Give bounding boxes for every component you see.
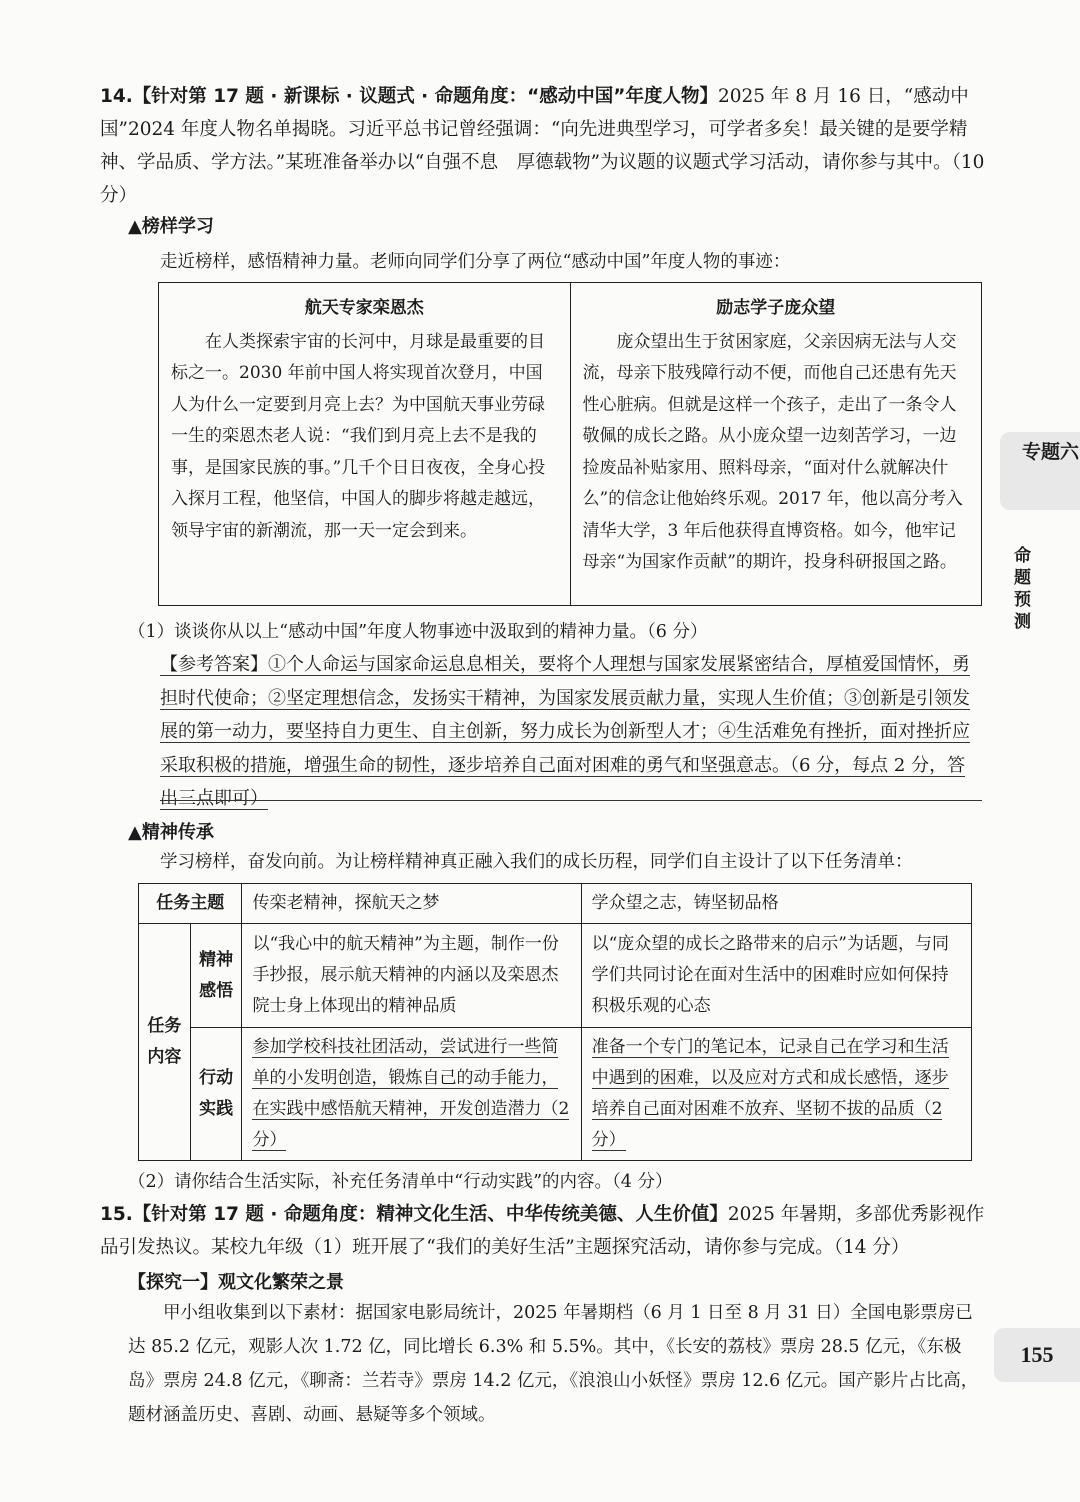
header-spirit: 精神感悟 bbox=[190, 924, 242, 1028]
answer-label: 【参考答案】 bbox=[160, 654, 268, 675]
theme-left: 传栾老精神，探航天之梦 bbox=[242, 884, 581, 924]
section-title-spirit: ▲精神传承 bbox=[128, 822, 214, 843]
answer-divider bbox=[160, 800, 982, 801]
section-intro-role-models: 走近榜样，感悟精神力量。老师向同学们分享了两位“感动中国”年度人物的事迹： bbox=[160, 252, 791, 272]
story-title: 励志学子庞众望 bbox=[716, 298, 836, 318]
question-tag: 【针对第 17 题 · 新课标 · 议题式 · 命题角度：“感动中国”年度人物】 bbox=[132, 86, 718, 107]
question-text: 2025 年暑期，多部优秀影视作品引发热议。某校九年级（1）班开展了“我们的美好生活”主题探究活动，请你参与完成。（14 分） bbox=[100, 1204, 985, 1258]
header-task-theme: 任务主题 bbox=[139, 884, 242, 924]
action-left-answer: 参加学校科技社团活动，尝试进行一些简单的小发明创造，锻炼自己的动手能力，在实践中感悟航天精神，开发创造潜力（2 分） bbox=[252, 1037, 570, 1150]
story-luan-enjie bbox=[159, 283, 570, 605]
header-action: 行动实践 bbox=[190, 1028, 242, 1161]
topic-tab: 专题六 bbox=[1000, 432, 1080, 510]
action-left bbox=[242, 1028, 581, 1161]
question-text: 2025 年 8 月 16 日，“感动中国”2024 年度人物名单揭晓。习近平总书记曾经强调：“向先进典型学习，可学者多矣！最关键的是要学精神、学品质、学方法。”某班准备举办以“自强不息 厚德载物”为议题的议题式学习活动，请你参与其中。（10 分） bbox=[100, 86, 985, 206]
story-text: 庞众望出生于贫困家庭，父亲因病无法与人交流，母亲下肢残障行动不便，而他自己还患有先天性心脏病。但就是这样一个孩子，走出了一条令人敬佩的成长之路。从小庞众望一边刻苦学习，一边捡废品补贴家用、照料母亲，“面对什么就解决什么”的信念让他始终乐观。2017 年，他以高分考入清华大学，3 年后他获得直博资格。如今，他牢记母亲“为国家作贡献”的期许，投身科研报国之路。 bbox=[582, 331, 963, 572]
answer-text: ①个人命运与国家命运息息相关，要将个人理想与国家发展紧密结合，厚植爱国情怀，勇担时代使命；②坚定理想信念，发扬实干精神，为国家发展贡献力量，实现人生价值；③创新是引领发展的第一动力，要坚持自力更生、自主创新，努力成长为创新型人才；④生活难免有挫折，面对挫折应采取积极的措施，增强生命的韧性，逐步培养自己面对困难的勇气和坚强意志。（6 分，每点 2 分，答出三点即可） bbox=[160, 654, 970, 809]
question-number: 14. bbox=[100, 86, 133, 107]
section-title-explore-1: 【探究一】观文化繁荣之景 bbox=[128, 1272, 344, 1293]
sub-question-1: （1）谈谈你从以上“感动中国”年度人物事迹中汲取到的精神力量。（6 分） bbox=[128, 622, 708, 642]
task-table bbox=[138, 883, 972, 1161]
spirit-left: 以“我心中的航天精神”为主题，制作一份手抄报，展示航天精神的内涵以及栾恩杰院士身上体现出的精神品质 bbox=[242, 924, 581, 1028]
question-number: 15. bbox=[100, 1204, 133, 1225]
question-15-stem bbox=[100, 1198, 985, 1264]
material-text: 甲小组收集到以下素材：据国家电影局统计，2025 年暑期档（6 月 1 日至 8 月 31 日）全国电影票房已达 85.2 亿元，观影人次 1.72 亿，同比增长 6.3% 和 5.5%。其中，《长安的荔枝》票房 28.5 亿元，《东极岛》票房 24.8 亿元，《聊斋：兰若寺》票房 14.2 亿元，《浪浪山小妖怪》票房 12.6 亿元。国产影片占比高，题材涵盖历史、喜剧、动画、悬疑等多个领域。 bbox=[128, 1303, 979, 1425]
section-intro-spirit: 学习榜样，奋发向前。为让榜样精神真正融入我们的成长历程，同学们自主设计了以下任务清单： bbox=[160, 852, 913, 872]
action-right-answer: 准备一个专门的笔记本，记录自己在学习和生活中遇到的困难，以及应对方式和成长感悟，逐步培养自己面对困难不放弃、坚韧不拔的品质（2 分） bbox=[591, 1037, 949, 1150]
stories-table bbox=[158, 282, 982, 606]
sub-question-2: （2）请你结合生活实际，补充任务清单中“行动实践”的内容。（4 分） bbox=[128, 1172, 673, 1192]
theme-right: 学众望之志，铸坚韧品格 bbox=[581, 884, 971, 924]
page-number: 155 bbox=[994, 1328, 1080, 1382]
action-right bbox=[581, 1028, 971, 1161]
story-pang-zhongwang bbox=[570, 283, 982, 605]
topic-subtitle: 命题预测 bbox=[1014, 546, 1031, 632]
header-task-content: 任务内容 bbox=[139, 924, 191, 1161]
question-tag: 【针对第 17 题 · 命题角度：精神文化生活、中华传统美德、人生价值】 bbox=[132, 1204, 728, 1225]
story-text: 在人类探索宇宙的长河中，月球是最重要的目标之一。2030 年前中国人将实现首次登月，中国人为什么一定要到月亮上去？为中国航天事业劳碌一生的栾恩杰老人说：“我们到月亮上去不是我的事，是国家民族的事。”几千个日日夜夜，全身心投入探月工程，他坚信，中国人的脚步将越走越远，领导宇宙的新潮流，那一天一定会到来。 bbox=[171, 331, 546, 541]
section-title-role-models: ▲榜样学习 bbox=[128, 216, 214, 237]
story-title: 航天专家栾恩杰 bbox=[304, 298, 424, 318]
spirit-right: 以“庞众望的成长之路带来的启示”为话题，与同学们共同讨论在面对生活中的困难时应如何保持积极乐观的心态 bbox=[581, 924, 971, 1028]
reference-answer bbox=[160, 648, 982, 816]
question-14-stem bbox=[100, 80, 985, 212]
